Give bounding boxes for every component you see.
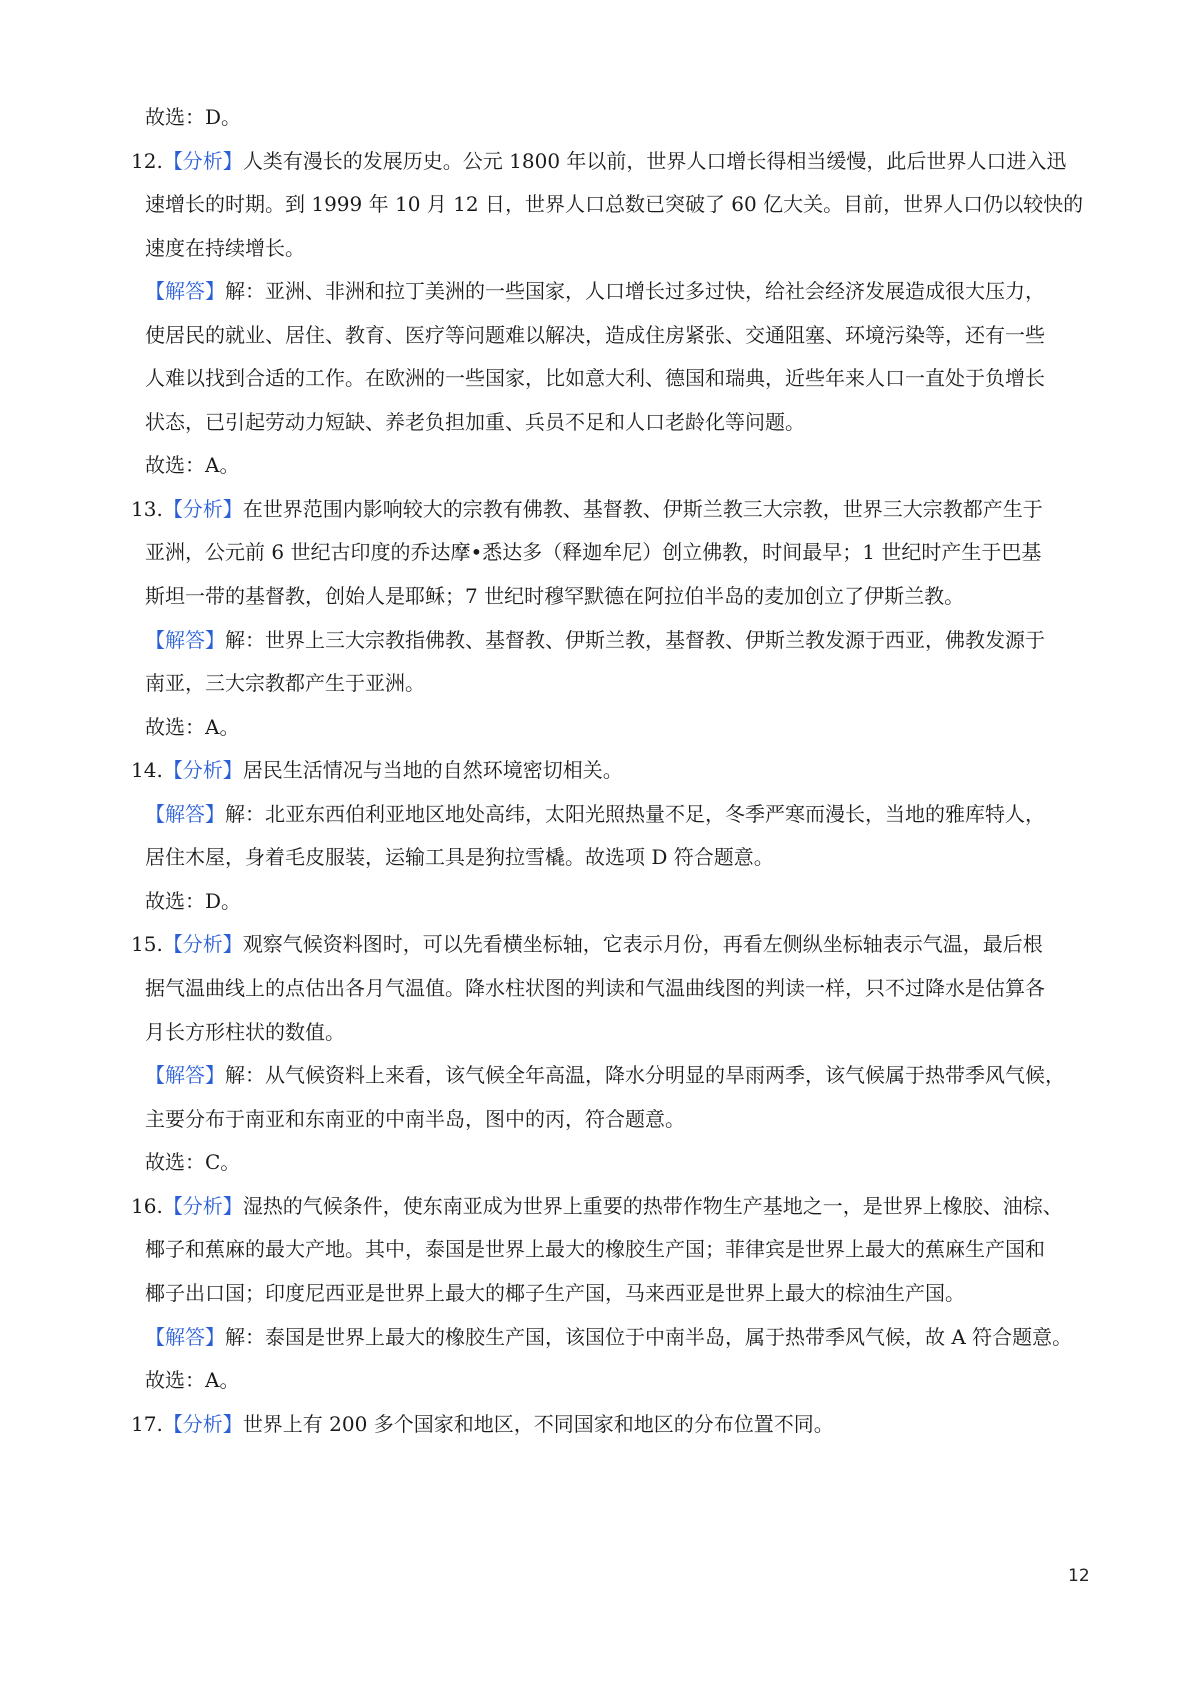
line-text: 在世界范围内影响较大的宗教有佛教、基督教、伊斯兰教三大宗教，世界三大宗教都产生于 bbox=[242, 497, 1043, 521]
question-number: 17. bbox=[131, 1412, 163, 1436]
analysis-tag: 【分析】 bbox=[162, 1412, 243, 1436]
page-number: 12 bbox=[1068, 1566, 1090, 1586]
line-text: 速度在持续增长。 bbox=[145, 236, 305, 260]
text-line bbox=[145, 1235, 1100, 1263]
text-line bbox=[145, 974, 1100, 1002]
line-text: 月长方形柱状的数值。 bbox=[145, 1020, 345, 1044]
analysis-tag: 【分析】 bbox=[162, 758, 243, 782]
text-line bbox=[145, 626, 1100, 654]
text-line bbox=[145, 364, 1100, 392]
line-text: 世界上有 200 多个国家和地区，不同国家和地区的分布位置不同。 bbox=[242, 1412, 834, 1436]
line-text: 斯坦一带的基督教，创始人是耶稣；7 世纪时穆罕默德在阿拉伯半岛的麦加创立了伊斯兰教。 bbox=[145, 584, 965, 608]
line-text: 主要分布于南亚和东南亚的中南半岛，图中的丙，符合题意。 bbox=[145, 1107, 685, 1131]
line-text: 椰子和蕉麻的最大产地。其中，泰国是世界上最大的橡胶生产国；菲律宾是世界上最大的蕉麻生产国和 bbox=[145, 1237, 1045, 1261]
text-line bbox=[145, 190, 1100, 218]
line-text: 椰子出口国；印度尼西亚是世界上最大的椰子生产国，马来西亚是世界上最大的棕油生产国。 bbox=[145, 1281, 965, 1305]
line-text: 故选：C。 bbox=[145, 1150, 241, 1174]
line-text: 故选：A。 bbox=[145, 453, 240, 477]
question-number: 13. bbox=[131, 497, 163, 521]
analysis-tag: 【分析】 bbox=[162, 932, 243, 956]
line-text: 解：世界上三大宗教指佛教、基督教、伊斯兰教，基督教、伊斯兰教发源于西亚，佛教发源于 bbox=[225, 628, 1045, 652]
text-line bbox=[145, 582, 1100, 610]
line-text: 解：泰国是世界上最大的橡胶生产国，该国位于中南半岛，属于热带季风气候，故 A 符合题意。 bbox=[225, 1325, 1073, 1349]
text-line bbox=[131, 756, 1086, 784]
text-line bbox=[131, 495, 1086, 523]
analysis-tag: 【分析】 bbox=[162, 497, 243, 521]
line-text: 解：亚洲、非洲和拉丁美洲的一些国家，人口增长过多过快，给社会经济发展造成很大压力， bbox=[225, 279, 1045, 303]
text-line bbox=[145, 277, 1100, 305]
text-line bbox=[145, 887, 1100, 915]
answer-tag: 【解答】 bbox=[145, 802, 225, 826]
text-line bbox=[145, 713, 1100, 741]
text-line bbox=[145, 1105, 1100, 1133]
analysis-tag: 【分析】 bbox=[162, 149, 243, 173]
text-line bbox=[145, 234, 1100, 262]
line-text: 居民生活情况与当地的自然环境密切相关。 bbox=[242, 758, 623, 782]
line-text: 解：北亚东西伯利亚地区地处高纬，太阳光照热量不足，冬季严寒而漫长，当地的雅库特人， bbox=[225, 802, 1045, 826]
line-text: 解：从气候资料上来看，该气候全年高温，降水分明显的旱雨两季，该气候属于热带季风气候， bbox=[225, 1063, 1065, 1087]
text-line bbox=[145, 408, 1100, 436]
text-line bbox=[145, 1323, 1100, 1351]
text-line bbox=[145, 103, 1100, 131]
text-line bbox=[131, 930, 1086, 958]
text-line bbox=[145, 451, 1100, 479]
line-text: 南亚，三大宗教都产生于亚洲。 bbox=[145, 671, 425, 695]
line-text: 故选：D。 bbox=[145, 105, 242, 129]
line-text: 观察气候资料图时，可以先看横坐标轴，它表示月份，再看左侧纵坐标轴表示气温，最后根 bbox=[242, 932, 1043, 956]
line-text: 故选：D。 bbox=[145, 889, 242, 913]
line-text: 居住木屋，身着毛皮服装，运输工具是狗拉雪橇。故选项 D 符合题意。 bbox=[145, 845, 774, 869]
text-line bbox=[131, 147, 1086, 175]
text-line bbox=[131, 1192, 1086, 1220]
line-text: 使居民的就业、居住、教育、医疗等问题难以解决，造成住房紧张、交通阻塞、环境污染等，还有一些 bbox=[145, 323, 1045, 347]
line-text: 故选：A。 bbox=[145, 1368, 240, 1392]
line-text: 速增长的时期。到 1999 年 10 月 12 日，世界人口总数已突破了 60 亿大关。目前，世界人口仍以较快的 bbox=[145, 192, 1084, 216]
text-line bbox=[145, 1148, 1100, 1176]
text-line bbox=[145, 1279, 1100, 1307]
line-text: 亚洲，公元前 6 世纪古印度的乔达摩•悉达多（释迦牟尼）创立佛教，时间最早；1 世纪时产生于巴基 bbox=[145, 540, 1042, 564]
line-text: 据气温曲线上的点估出各月气温值。降水柱状图的判读和气温曲线图的判读一样，只不过降水是估算各 bbox=[145, 976, 1045, 1000]
text-line bbox=[145, 1061, 1100, 1089]
answer-tag: 【解答】 bbox=[145, 1063, 225, 1087]
text-line bbox=[145, 538, 1100, 566]
text-line bbox=[145, 321, 1100, 349]
answer-tag: 【解答】 bbox=[145, 279, 225, 303]
question-number: 15. bbox=[131, 932, 163, 956]
line-text: 人难以找到合适的工作。在欧洲的一些国家，比如意大利、德国和瑞典，近些年来人口一直处于负增长 bbox=[145, 366, 1045, 390]
answer-tag: 【解答】 bbox=[145, 628, 225, 652]
question-number: 14. bbox=[131, 758, 163, 782]
text-line bbox=[145, 800, 1100, 828]
text-line bbox=[145, 669, 1100, 697]
answer-tag: 【解答】 bbox=[145, 1325, 225, 1349]
line-text: 状态，已引起劳动力短缺、养老负担加重、兵员不足和人口老龄化等问题。 bbox=[145, 410, 805, 434]
text-line bbox=[145, 1018, 1100, 1046]
text-line bbox=[145, 843, 1100, 871]
line-text: 湿热的气候条件，使东南亚成为世界上重要的热带作物生产基地之一，是世界上橡胶、油棕、 bbox=[242, 1194, 1063, 1218]
text-line bbox=[131, 1410, 1086, 1438]
question-number: 16. bbox=[131, 1194, 163, 1218]
text-line bbox=[145, 1366, 1100, 1394]
line-text: 故选：A。 bbox=[145, 715, 240, 739]
question-number: 12. bbox=[131, 149, 163, 173]
line-text: 人类有漫长的发展历史。公元 1800 年以前，世界人口增长得相当缓慢，此后世界人口进入迅 bbox=[242, 149, 1067, 173]
analysis-tag: 【分析】 bbox=[162, 1194, 243, 1218]
